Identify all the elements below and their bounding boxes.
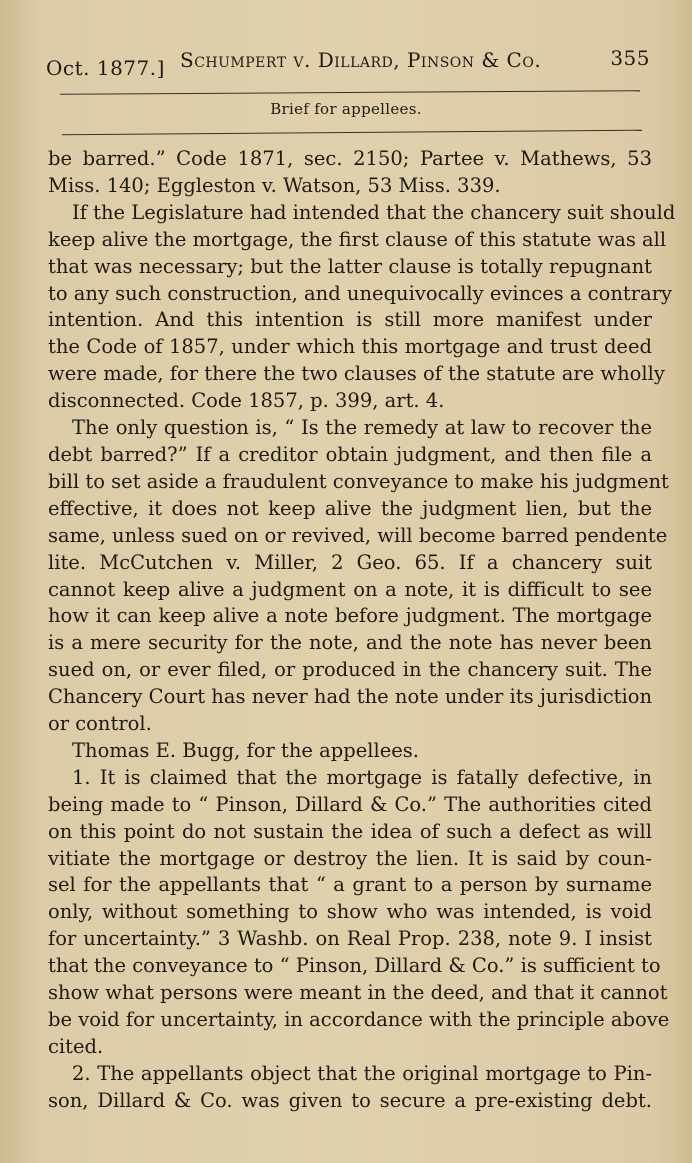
section-subhead: Brief for appellees. (270, 100, 422, 118)
running-head-case-title: Schumpert v. Dillard, Pinson & Co. (180, 48, 542, 72)
text-line: how it can keep alive a note before judgment. The mortgage (48, 604, 652, 628)
text-line: the Code of 1857, under which this mortgage and trust deed (48, 335, 652, 359)
text-line: for uncertainty.” 3 Washb. on Real Prop. 238, note 9. I insist (48, 927, 652, 951)
text-line: only, without something to show who was intended, is void (48, 900, 652, 924)
text-line: 1. It is claimed that the mortgage is fatally defective, in (72, 765, 652, 789)
text-line: be void for uncertainty, in accordance with the principle above (48, 1008, 670, 1031)
text-line: being made to “ Pinson, Dillard & Co.” The authorities cited (48, 792, 652, 816)
text-line: or control. (48, 712, 152, 736)
running-head (46, 44, 650, 80)
text-line: If the Legislature had intended that the chancery suit should (72, 200, 676, 224)
text-line: sued on, or ever filed, or produced in the chancery suit. The (48, 658, 652, 682)
text-line: on this point do not sustain the idea of such a defect as will (48, 819, 652, 843)
text-line: The only question is, “ Is the remedy at law to recover the (72, 416, 652, 440)
text-line: that was necessary; but the latter clause is totally repugnant (48, 254, 652, 278)
text-line: same, unless sued on or revived, will become barred pendente (48, 523, 668, 547)
text-line: that the conveyance to “ Pinson, Dillard & Co.” is sufficient to (48, 954, 661, 978)
text-line: bill to set aside a fraudulent conveyance to make his judgment (48, 469, 669, 493)
text-line: lite. McCutchen v. Miller, 2 Geo. 65. If a chancery suit (48, 550, 652, 574)
text-line: were made, for there the two clauses of the statute are wholly (48, 362, 665, 386)
text-line: show what persons were meant in the deed, and that it cannot (48, 981, 668, 1005)
text-line: to any such construction, and unequivocally evinces a contrary (48, 281, 673, 305)
running-head-date: Oct. 1877.] (46, 56, 165, 80)
text-line: son, Dillard & Co. was given to secure a pre-existing debt. (48, 1088, 652, 1112)
text-line: Chancery Court has never had the note under its jurisdiction (48, 685, 652, 709)
text-line: Miss. 140; Eggleston v. Watson, 53 Miss. 339. (48, 173, 501, 197)
text-line: cited. (48, 1034, 104, 1058)
text-line: 2. The appellants object that the original mortgage to Pin- (72, 1061, 652, 1085)
text-line: be barred.” Code 1871, sec. 2150; Partee v. Mathews, 53 (48, 147, 652, 170)
top-rule (60, 90, 640, 95)
text-line: vitiate the mortgage or destroy the lien. It is said by coun- (48, 846, 652, 870)
text-line: disconnected. Code 1857, p. 399, art. 4. (48, 389, 445, 413)
body-text (48, 146, 676, 1115)
text-line: cannot keep alive a judgment on a note, it is difficult to see (48, 577, 652, 601)
text-line: intention. And this intention is still more manifest under (48, 308, 652, 332)
text-line: is a mere security for the note, and the note has never been (48, 631, 652, 655)
text-line: sel for the appellants that “ a grant to a person by surname (48, 873, 652, 897)
text-line: Thomas E. Bugg, for the appellees. (72, 738, 420, 762)
bottom-rule (62, 130, 642, 136)
page-number: 355 (610, 46, 650, 70)
text-line: debt barred?” If a creditor obtain judgment, and then file a (48, 442, 652, 466)
text-line: keep alive the mortgage, the first clause of this statute was all (48, 227, 667, 251)
text-line: effective, it does not keep alive the judgment lien, but the (48, 496, 652, 520)
